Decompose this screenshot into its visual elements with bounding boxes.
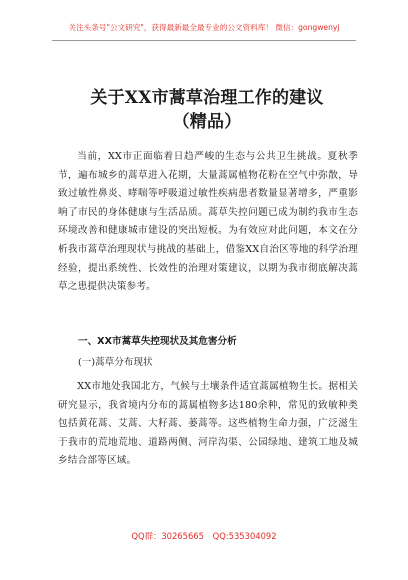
footer-contact xyxy=(0,530,408,542)
section-heading: 一、XX市蒿草失控现状及其危害分析 xyxy=(78,336,237,347)
header-divider xyxy=(52,40,356,41)
footer-qq: QQ:535304092 xyxy=(212,531,277,541)
intro-paragraph: 当前，XX市正面临着日趋严峻的生态与公共卫生挑战。夏秋季节，遍布城乡的蒿草进入花期，大量蒿属植物花粉在空气中弥散，导致过敏性鼻炎、哮喘等呼吸道过敏性疾病患者数量显著增多，严重影响了市民的身体健康与生活品质。蒿草失控问题已成为制约我市生态环境改善和健康城市建设的突出短板。为有效应对此问题，本文在分析我市蒿草治理现状与挑战的基础上，借鉴XX自治区等地的科学治理经验，提出系统性、长效性的治理对策建议，以期为我市彻底解决蒿草之患提供决策参考。 xyxy=(58,151,358,293)
subsection-heading: (一)蒿草分布现状 xyxy=(78,357,153,368)
footer-qq-group: QQ群：30265665 xyxy=(131,531,204,541)
document-title: 关于XX市蒿草治理工作的建议（精品） xyxy=(90,88,324,132)
subsection-paragraph: XX市地处我国北方，气候与土壤条件适宜蒿属植物生长。据相关研究显示，我省境内分布的蒿属植物多达180余种，常见的致敏种类包括黄花蒿、艾蒿、大籽蒿、蒌蒿等。这些植物生命力强，广泛滋生于我市的荒地荒地、道路两侧、河岸沟渠、公园绿地、建筑工地及城乡结合部等区域。 xyxy=(58,381,358,467)
header-banner: 关注头条号"公文研究"，获得最新最全最专业的公文资料库！ 微信：gongwenyj xyxy=(68,23,340,32)
